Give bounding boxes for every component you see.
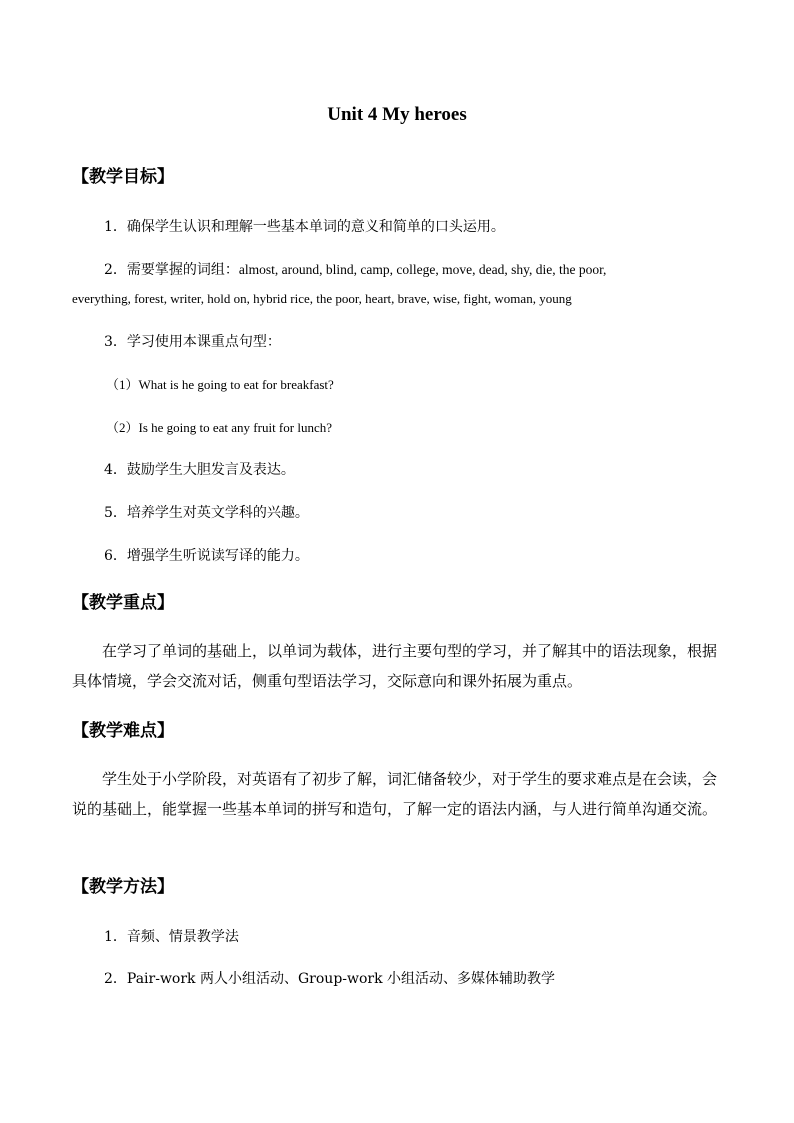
key-sentence-1: （1）What is he going to eat for breakfast? [106, 377, 334, 392]
methods-heading: 【教学方法】 [72, 877, 174, 897]
method-item-2-part-a: 2．Pair-work [104, 971, 196, 987]
difficulties-heading: 【教学难点】 [72, 721, 174, 741]
objective-item-1: 1．确保学生认识和理解一些基本单词的意义和简单的口头运用。 [104, 219, 505, 235]
objective-item-2-prefix: 2．需要掌握的词组： [104, 262, 239, 278]
objective-item-3: 3．学习使用本课重点句型： [104, 334, 281, 350]
method-item-1: 1．音频、情景教学法 [104, 929, 239, 945]
method-item-2-part-b: 两人小组活动、 [195, 971, 298, 987]
objective-item-5: 5．培养学生对英文学科的兴趣。 [104, 505, 309, 521]
objective-item-2-words-b: everything, forest, writer, hold on, hybrid rice, the poor, heart, brave, wise, fight, woman, young [72, 291, 572, 306]
method-item-2 [104, 968, 555, 988]
key-points-heading: 【教学重点】 [72, 593, 174, 613]
objective-item-2-words-a: almost, around, blind, camp, college, move, dead, shy, die, the poor, [238, 262, 607, 277]
objective-item-6: 6．增强学生听说读写译的能力。 [104, 548, 309, 564]
difficulties-text: 学生处于小学阶段，对英语有了初步了解，词汇储备较少，对于学生的要求难点是在会读，会说的基础上，能掌握一些基本单词的拼写和造句，了解一定的语法内涵，与人进行简单沟通交流。 [72, 770, 718, 818]
key-points-text: 在学习了单词的基础上，以单词为载体，进行主要句型的学习，并了解其中的语法现象，根据具体情境，学会交流对话，侧重句型语法学习，交际意向和课外拓展为重点。 [72, 642, 718, 690]
method-item-2-part-d: 小组活动、多媒体辅助教学 [382, 971, 556, 987]
objective-item-2 [104, 259, 606, 279]
key-sentence-2: （2）Is he going to eat any fruit for lunch? [106, 420, 332, 435]
objective-item-4: 4．鼓励学生大胆发言及表达。 [104, 462, 295, 478]
objectives-heading: 【教学目标】 [72, 167, 174, 187]
page-title: Unit 4 My heroes [327, 104, 467, 125]
method-item-2-part-c: Group-work [298, 971, 383, 987]
